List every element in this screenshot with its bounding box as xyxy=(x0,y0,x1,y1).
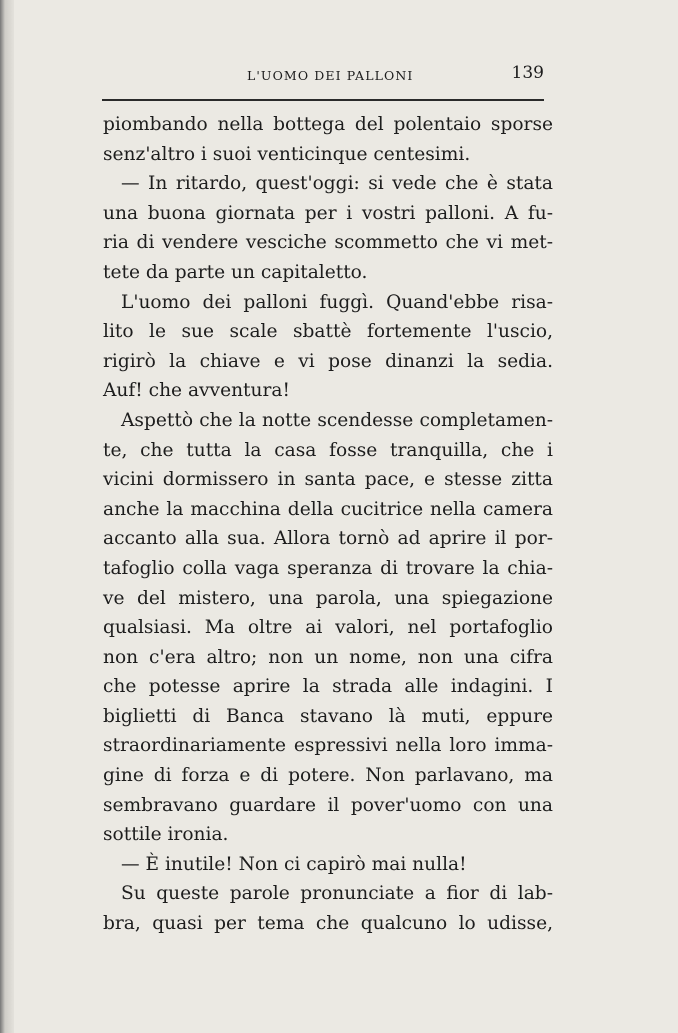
text-line: piombando nella bottega del polentaio sporse xyxy=(103,114,553,135)
text-line: rigirò la chiave e vi pose dinanzi la sedia. xyxy=(103,350,553,372)
running-head: L'UOMO DEI PALLONI xyxy=(247,68,414,83)
text-line: gine di forza e di potere. Non parlavano, ma xyxy=(103,765,553,787)
text-line: Su queste parole pronunciate a fior di lab- xyxy=(121,883,553,905)
text-line: sottile ironia. xyxy=(103,824,229,846)
text-line: Aspettò che la notte scendesse completamen- xyxy=(121,409,553,431)
text-line: anche la macchina della cucitrice nella camera xyxy=(103,498,553,520)
page-number: 139 xyxy=(511,63,544,83)
text-line: biglietti di Banca stavano là muti, eppure xyxy=(103,705,553,727)
text-line: lito le sue scale sbattè fortemente l'uscio, xyxy=(103,321,553,343)
text-line: sembravano guardare il pover'uomo con una xyxy=(103,794,553,816)
text-line: che potesse aprire la strada alle indagini. I xyxy=(103,676,553,698)
text-line: ve del mistero, una parola, una spiegazione xyxy=(103,587,553,609)
page-header xyxy=(102,62,544,86)
text-line: tafoglio colla vaga speranza di trovare la chia- xyxy=(103,557,553,579)
text-line: una buona giornata per i vostri palloni. A fu- xyxy=(103,202,553,224)
text-line: senz'altro i suoi venticinque centesimi. xyxy=(103,143,471,165)
header-rule xyxy=(102,99,544,101)
text-line: ria di vendere vesciche scommetto che vi met- xyxy=(103,232,553,254)
text-line: tete da parte un capitaletto. xyxy=(103,261,368,283)
page-binding-edge xyxy=(0,0,14,1033)
text-line: — In ritardo, quest'oggi: si vede che è stata xyxy=(121,173,553,195)
text-line: — È inutile! Non ci capirò mai nulla! xyxy=(121,853,467,875)
text-line: vicini dormissero in santa pace, e stesse zitta xyxy=(103,469,553,491)
text-line: straordinariamente espressivi nella loro imma- xyxy=(103,735,553,757)
text-line: non c'era altro; non un nome, non una cifra xyxy=(103,646,553,668)
text-line: te, che tutta la casa fosse tranquilla, che i xyxy=(103,439,553,461)
text-line: bra, quasi per tema che qualcuno lo udisse, xyxy=(103,913,553,935)
text-line: accanto alla sua. Allora tornò ad aprire il por- xyxy=(103,528,553,550)
text-line: qualsiasi. Ma oltre ai valori, nel portafoglio xyxy=(103,617,553,639)
body-text xyxy=(103,110,553,939)
text-line: L'uomo dei palloni fuggì. Quand'ebbe risa- xyxy=(121,291,553,313)
text-line: Auf! che avventura! xyxy=(103,380,290,402)
